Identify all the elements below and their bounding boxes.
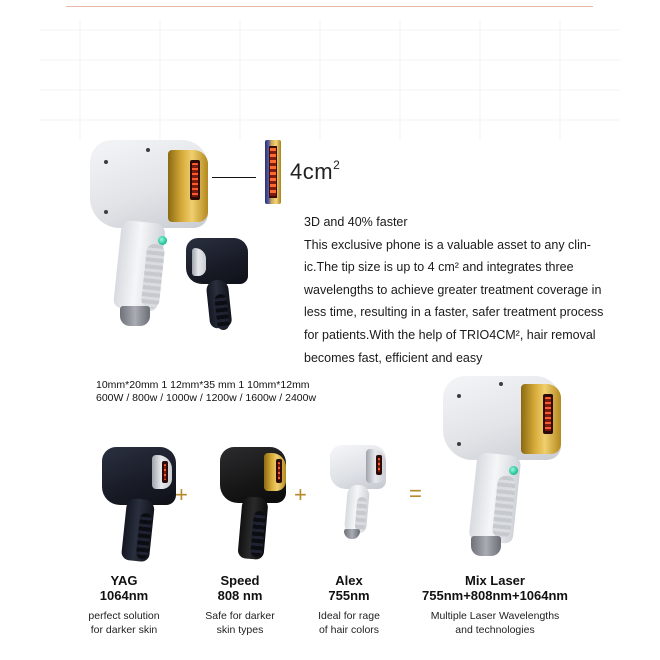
description-line: becomes fast, efficient and easy	[304, 350, 483, 365]
module-desc: for darker skin	[90, 624, 158, 636]
module-wavelength: 1064nm	[99, 588, 149, 603]
device-alex	[330, 445, 400, 545]
module-desc: Multiple Laser Wavelengths	[430, 610, 560, 622]
tip-area-value: 4cm	[290, 159, 334, 184]
description-heading: 3D and 40% faster	[304, 215, 408, 229]
description-line: for patients.With the help of TRIO4CM², hair removal	[304, 327, 596, 342]
tip-lead-line	[212, 177, 256, 178]
treatment-tip-image	[265, 140, 281, 204]
description-line: This exclusive phone is a valuable asset to any clin-	[304, 237, 591, 252]
module-wavelength: 808 nm	[217, 588, 263, 603]
top-divider	[66, 6, 593, 7]
module-desc: skin types	[216, 624, 264, 636]
plus-operator-1: +	[175, 482, 188, 507]
module-name: YAG	[110, 573, 138, 588]
module-desc: of hair colors	[318, 624, 380, 636]
device-speed	[220, 447, 300, 567]
tip-area-exponent: 2	[333, 158, 341, 172]
module-name: Speed	[220, 573, 260, 588]
device-navy-small	[186, 238, 258, 338]
product-description	[304, 211, 604, 369]
module-wavelength: 755nm	[328, 588, 370, 603]
spec-list	[96, 379, 316, 405]
plus-operator-2: +	[294, 482, 307, 507]
module-name: Alex	[335, 573, 363, 588]
module-desc: Safe for darker	[205, 610, 275, 622]
device-yag	[102, 447, 182, 567]
module-desc: and technologies	[455, 624, 535, 636]
power-options: 600W / 800w / 1000w / 1200w / 1600w / 2400w	[96, 392, 317, 404]
module-name: Mix Laser	[465, 573, 525, 588]
module-desc: Ideal for rage	[318, 610, 380, 622]
equals-operator: =	[409, 481, 422, 506]
spot-sizes: 10mm*20mm 1 12mm*35 mm 1 10mm*12mm	[96, 379, 310, 391]
module-desc: perfect solution	[88, 610, 160, 622]
module-wavelength: 755nm+808nm+1064nm	[422, 588, 568, 603]
module-caption-alex	[274, 573, 424, 637]
description-line: wavelengths to achieve greater treatment coverage in	[304, 282, 602, 297]
tip-area-label	[290, 159, 340, 185]
module-caption-mix-laser	[410, 573, 580, 637]
description-line: ic.The tip size is up to 4 cm² and integrates three	[304, 260, 574, 275]
description-line: less time, resulting in a faster, safer treatment process	[304, 305, 604, 320]
device-mix-laser	[443, 376, 573, 566]
